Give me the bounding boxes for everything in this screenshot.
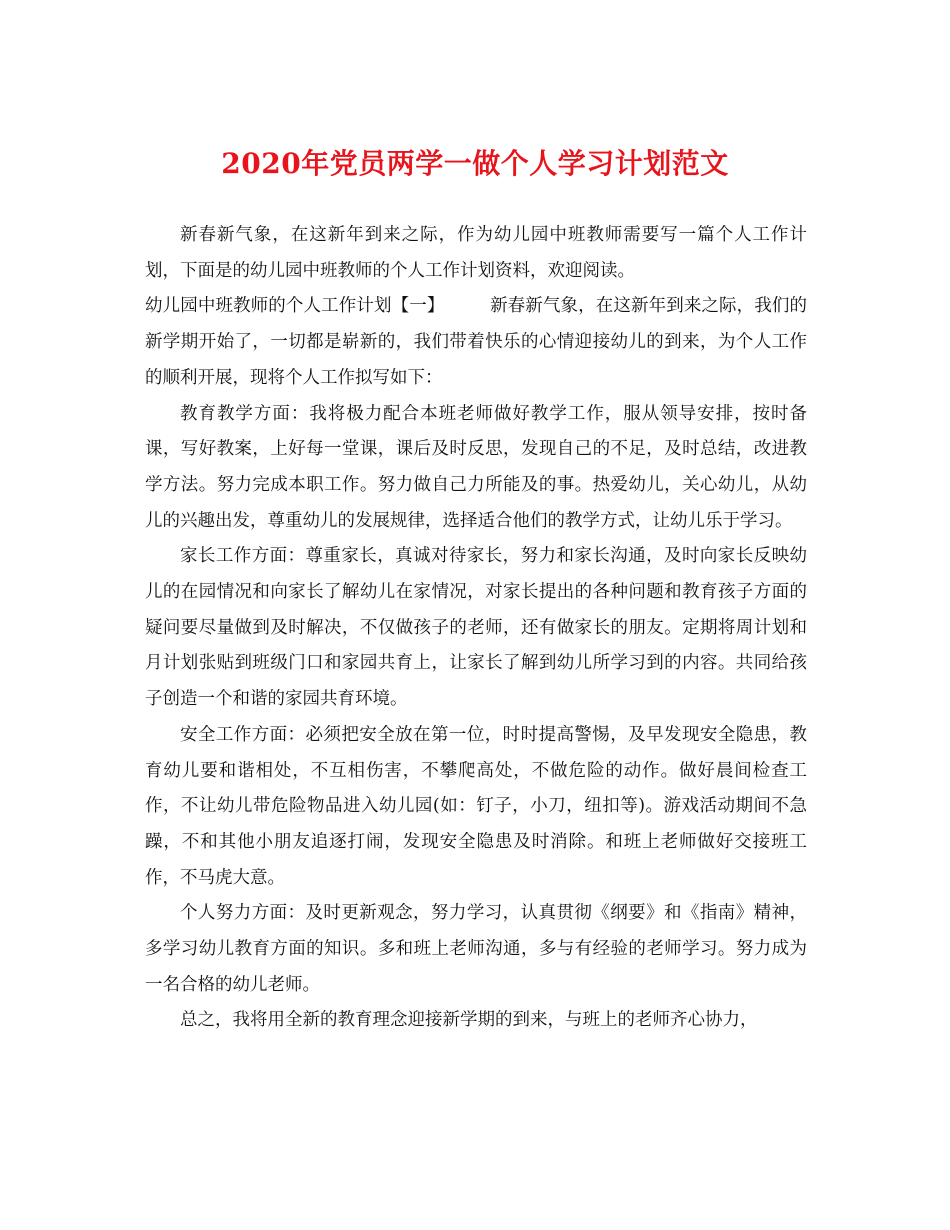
intro-paragraph: 新春新气象，在这新年到来之际，作为幼儿园中班教师需要写一篇个人工作计划，下面是的幼儿园中班教师的个人工作计划资料，欢迎阅读。 <box>145 225 807 281</box>
paragraph-teaching: 教育教学方面：我将极力配合本班老师做好教学工作，服从领导安排，按时备课，写好教案，上好每一堂课，课后及时反思，发现自己的不足，及时总结，改进教学方法。努力完成本职工作。努力做自己力所能及的事。热爱幼儿，关心幼儿，从幼儿的兴趣出发，尊重幼儿的发展规律，选择适合他们的教学方式，让幼儿乐于学习。 <box>145 403 807 531</box>
section-lead: 新春新气象，在这新年到来之际，我们的新学期开始了，一切都是崭新的，我们带着快乐的心情迎接幼儿的到来，为个人工作的顺利开展，现将个人工作拟写如下： <box>145 296 808 388</box>
document-title: 2020年党员两学一做个人学习计划范文 <box>221 147 729 180</box>
section-heading: 幼儿园中班教师的个人工作计划【一】 <box>145 296 445 317</box>
document-body <box>145 218 807 1039</box>
section-paragraph <box>145 289 807 396</box>
paragraph-parents: 家长工作方面：尊重家长，真诚对待家长，努力和家长沟通，及时向家长反映幼儿的在园情况和向家长了解幼儿在家情况，对家长提出的各种问题和教育孩子方面的疑问要尽量做到及时解决，不仅做孩子的老师，还有做家长的朋友。定期将周计划和月计划张贴到班级门口和家园共育上，让家长了解到幼儿所学习到的内容。共同给孩子创造一个和谐的家园共育环境。 <box>145 546 807 710</box>
paragraph-summary: 总之，我将用全新的教育理念迎接新学期的到来，与班上的老师齐心协力， <box>180 1010 758 1031</box>
paragraph-safety: 安全工作方面：必须把安全放在第一位，时时提高警惕，及早发现安全隐患，教育幼儿要和谐相处，不互相伤害，不攀爬高处，不做危险的动作。做好晨间检查工作，不让幼儿带危险物品进入幼儿园(如：钉子，小刀，纽扣等)。游戏活动期间不急躁，不和其他小朋友追逐打闹，发现安全隐患及时消除。和班上老师做好交接班工作，不马虎大意。 <box>145 724 807 888</box>
paragraph-personal: 个人努力方面：及时更新观念，努力学习，认真贯彻《纲要》和《指南》精神，多学习幼儿教育方面的知识。多和班上老师沟通，多与有经验的老师学习。努力成为一名合格的幼儿老师。 <box>145 903 807 995</box>
